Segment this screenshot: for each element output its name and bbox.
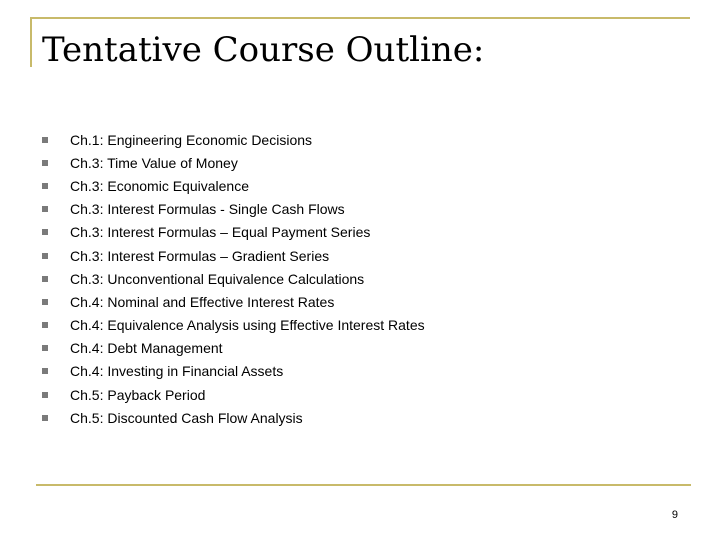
list-item-text: Ch.4: Equivalence Analysis using Effective Interest Rates	[70, 317, 425, 334]
list-item	[42, 128, 425, 151]
square-bullet-icon	[42, 160, 48, 166]
frame-left-rule	[30, 17, 32, 67]
list-item-text: Ch.3: Interest Formulas – Equal Payment Series	[70, 224, 371, 241]
square-bullet-icon	[42, 392, 48, 398]
list-item-text: Ch.3: Time Value of Money	[70, 154, 238, 171]
square-bullet-icon	[42, 322, 48, 328]
square-bullet-icon	[42, 299, 48, 305]
list-item	[42, 174, 425, 197]
square-bullet-icon	[42, 345, 48, 351]
square-bullet-icon	[42, 368, 48, 374]
list-item-text: Ch.1: Engineering Economic Decisions	[70, 131, 313, 148]
list-item-text: Ch.4: Nominal and Effective Interest Rates	[70, 293, 335, 310]
square-bullet-icon	[42, 183, 48, 189]
list-item	[42, 290, 425, 313]
list-item	[42, 198, 425, 221]
footer-rule	[36, 484, 691, 486]
square-bullet-icon	[42, 206, 48, 212]
page-number: 9	[671, 509, 678, 521]
square-bullet-icon	[42, 137, 48, 143]
slide-title: Tentative Course Outline:	[42, 30, 485, 70]
list-item	[42, 360, 425, 383]
list-item	[42, 151, 425, 174]
list-item-text: Ch.5: Payback Period	[70, 386, 206, 403]
list-item-text: Ch.3: Unconventional Equivalence Calculations	[70, 270, 365, 287]
list-item	[42, 244, 425, 267]
square-bullet-icon	[42, 253, 48, 259]
square-bullet-icon	[42, 229, 48, 235]
list-item-text: Ch.5: Discounted Cash Flow Analysis	[70, 409, 303, 426]
frame-top-rule	[30, 17, 690, 19]
list-item-text: Ch.4: Investing in Financial Assets	[70, 363, 284, 380]
list-item	[42, 314, 425, 337]
list-item	[42, 267, 425, 290]
list-item	[42, 406, 425, 429]
list-item-text: Ch.3: Interest Formulas – Gradient Series	[70, 247, 330, 264]
square-bullet-icon	[42, 276, 48, 282]
square-bullet-icon	[42, 415, 48, 421]
list-item-text: Ch.4: Debt Management	[70, 340, 223, 357]
list-item	[42, 221, 425, 244]
list-item	[42, 337, 425, 360]
course-outline-list	[42, 128, 425, 429]
list-item-text: Ch.3: Economic Equivalence	[70, 177, 249, 194]
list-item	[42, 383, 425, 406]
list-item-text: Ch.3: Interest Formulas - Single Cash Flows	[70, 201, 345, 218]
